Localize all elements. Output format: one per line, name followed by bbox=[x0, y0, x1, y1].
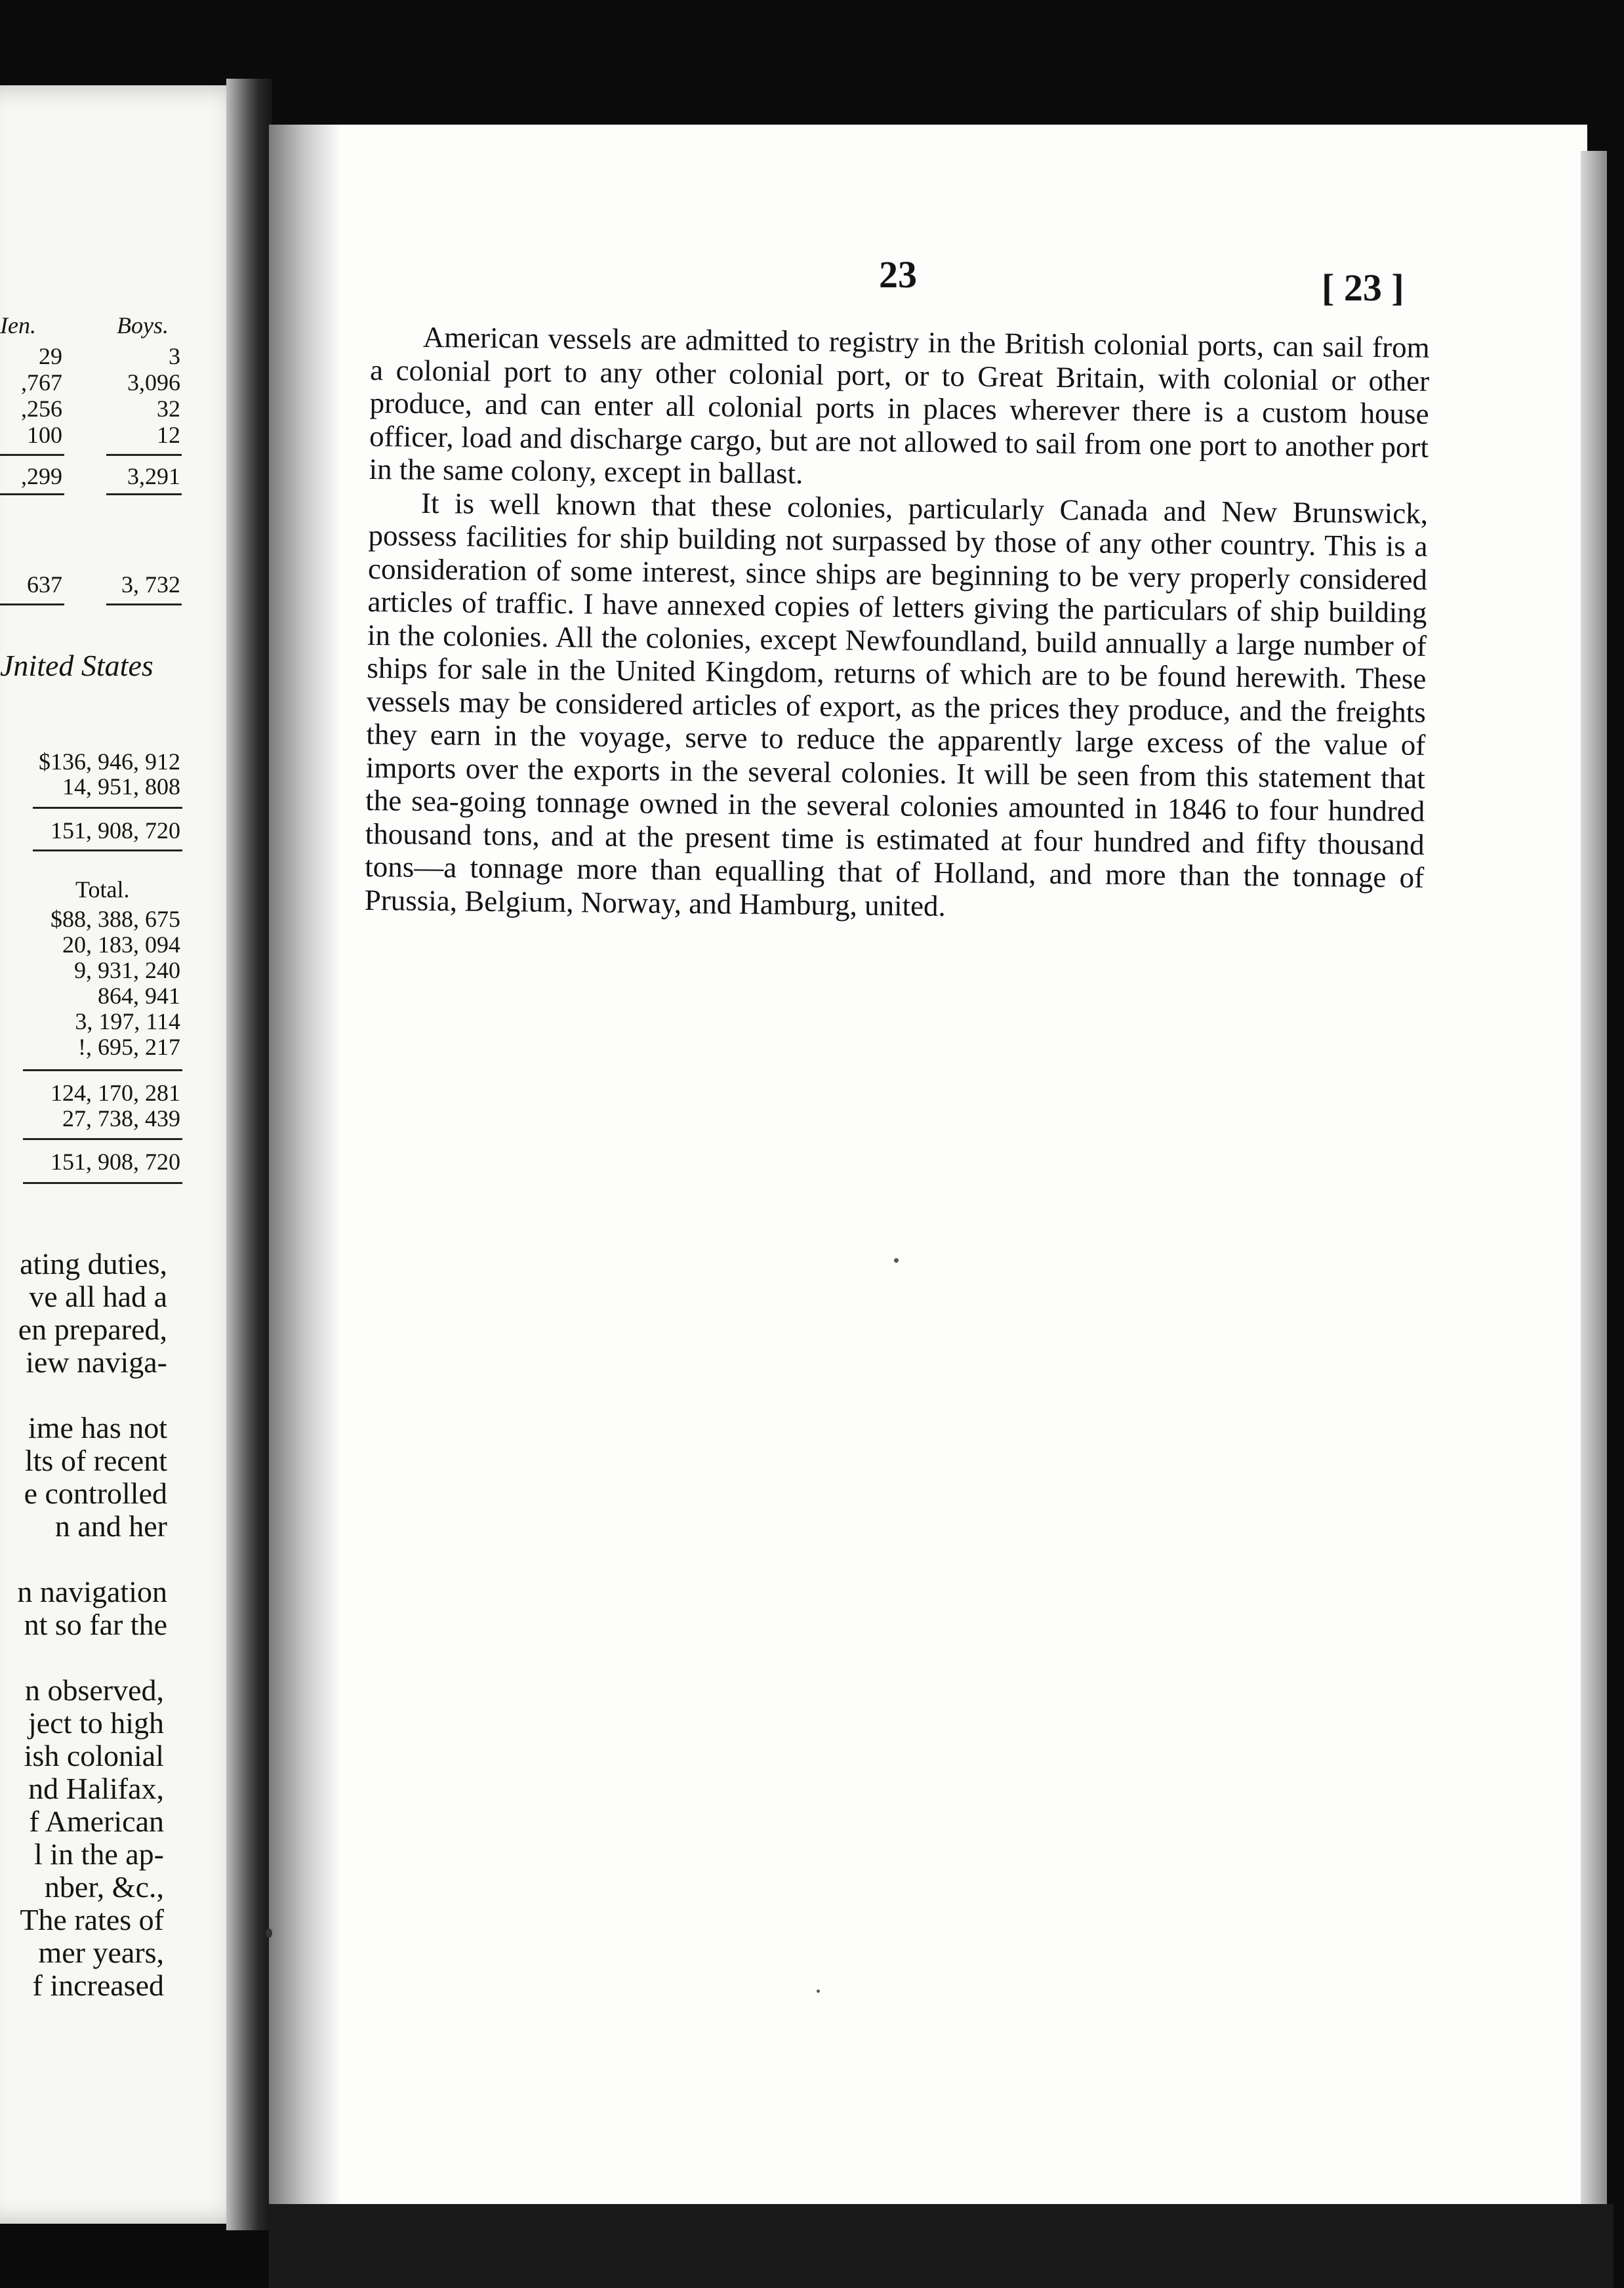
scan-speck bbox=[817, 1990, 820, 1993]
section-title: Jnited States bbox=[0, 649, 153, 682]
amount: 27, 738, 439 bbox=[62, 1105, 180, 1132]
men-value: 29 bbox=[39, 343, 62, 369]
rule bbox=[23, 1138, 182, 1140]
boys-value: 3,096 bbox=[127, 369, 180, 396]
text-line: f increased bbox=[32, 1969, 164, 2002]
scan-speck bbox=[894, 1258, 899, 1263]
spine-shadow bbox=[269, 125, 341, 2224]
total-label: Total. bbox=[75, 876, 130, 903]
rule bbox=[33, 807, 182, 809]
men-value: 100 bbox=[27, 422, 62, 448]
text-line: lts of recent bbox=[24, 1444, 167, 1477]
boys-grand-total: 3, 732 bbox=[121, 571, 180, 598]
text-line: n and her bbox=[54, 1509, 167, 1543]
text-line: n navigation bbox=[17, 1575, 167, 1608]
rule bbox=[106, 454, 182, 456]
text-line: ish colonial bbox=[24, 1739, 164, 1772]
men-value: ,256 bbox=[21, 396, 62, 422]
table-header-men: Ien. bbox=[0, 312, 36, 338]
book-gutter bbox=[226, 79, 272, 2230]
rule bbox=[106, 493, 182, 495]
amount: 9, 931, 240 bbox=[74, 957, 180, 983]
paragraph: It is well known that these colonies, particularly Canada and New Brunswick, possess facilities for ship building not surpassed by those of any other country. This is a consideration of some interest, since ships are beginning to be very properly considered articles of traffic. I have annexed copies of letters giving the particulars of ship building in the colonies. All the colonies, except Newfoundland, build annually a large number of ships for sale in the United Kingdom, returns of which are to be found herewith. These vessels may be considered articles of export, as the prices they produce, and the freights they earn in the voyage, serve to reduce the apparently large excess of the value of imports over the exports in the several colonies. It will be seen from this statement that the sea-going tonnage owned in the several colonies amounted in 1846 to four hundred thousand tons, and at the present time is estimated at four hundred and fifty thousand tons—a tonnage more than equalling that of Holland, and more than the tonnage of Prussia, Belgium, Norway, and Hamburg, united. bbox=[364, 486, 1429, 922]
text-line: l in the ap- bbox=[34, 1837, 164, 1871]
amount: 14, 951, 808 bbox=[62, 773, 180, 800]
text-line: e controlled bbox=[24, 1477, 167, 1510]
rule bbox=[0, 454, 64, 456]
text-line: ime has not bbox=[28, 1411, 167, 1444]
boys-value: 12 bbox=[157, 422, 180, 448]
body-text bbox=[364, 320, 1429, 928]
text-line: en prepared, bbox=[18, 1313, 167, 1346]
paragraph: American vessels are admitted to registry in the British colonial ports, can sail from a colonial port to any other colonial port, or to Great Britain, with colonial or other produce, and can enter all colonial ports in places wherever there is a custom house officer, load and discharge cargo, but are not allowed to sail from one port to another port in the same colony, except in ballast. bbox=[369, 320, 1430, 490]
amount: $136, 946, 912 bbox=[39, 748, 180, 775]
amount-total: 151, 908, 720 bbox=[51, 1149, 180, 1175]
boys-total: 3,291 bbox=[127, 463, 180, 489]
rule bbox=[106, 603, 182, 605]
text-line: The rates of bbox=[20, 1903, 164, 1936]
rule bbox=[0, 603, 64, 605]
amount: 124, 170, 281 bbox=[51, 1080, 180, 1106]
amount: !, 695, 217 bbox=[78, 1034, 180, 1060]
rule bbox=[23, 1182, 182, 1184]
amount: 3, 197, 114 bbox=[75, 1008, 180, 1034]
men-value: ,767 bbox=[21, 369, 62, 396]
page-edge bbox=[1581, 151, 1607, 2250]
text-line: nt so far the bbox=[24, 1608, 167, 1641]
text-line: mer years, bbox=[38, 1936, 164, 1969]
rule bbox=[0, 493, 64, 495]
boys-value: 32 bbox=[157, 396, 180, 422]
page-number: 23 bbox=[879, 253, 917, 296]
page-number-bracketed: [ 23 ] bbox=[1322, 266, 1404, 309]
amount: 20, 183, 094 bbox=[62, 931, 180, 958]
text-line: nber, &c., bbox=[44, 1870, 164, 1904]
text-line: nd Halifax, bbox=[28, 1772, 164, 1805]
table-header-boys: Boys. bbox=[117, 312, 169, 338]
text-line: ject to high bbox=[28, 1706, 164, 1740]
amount: 864, 941 bbox=[98, 983, 180, 1009]
text-line: f American bbox=[29, 1805, 164, 1838]
text-line: iew naviga- bbox=[26, 1345, 167, 1379]
scan-speck bbox=[266, 1929, 272, 1938]
text-line: n observed, bbox=[24, 1673, 164, 1707]
text-line: ating duties, bbox=[20, 1247, 167, 1280]
men-total: ,299 bbox=[21, 463, 62, 489]
rule bbox=[23, 1069, 182, 1071]
amount: $88, 388, 675 bbox=[51, 906, 180, 932]
text-line: ve all had a bbox=[29, 1280, 167, 1313]
rule bbox=[33, 849, 182, 851]
scan-bottom-edge bbox=[269, 2204, 1614, 2288]
men-grand-total: 637 bbox=[27, 571, 62, 598]
previous-page-fragment bbox=[0, 85, 256, 2224]
amount-total: 151, 908, 720 bbox=[51, 817, 180, 844]
boys-value: 3 bbox=[169, 343, 180, 369]
